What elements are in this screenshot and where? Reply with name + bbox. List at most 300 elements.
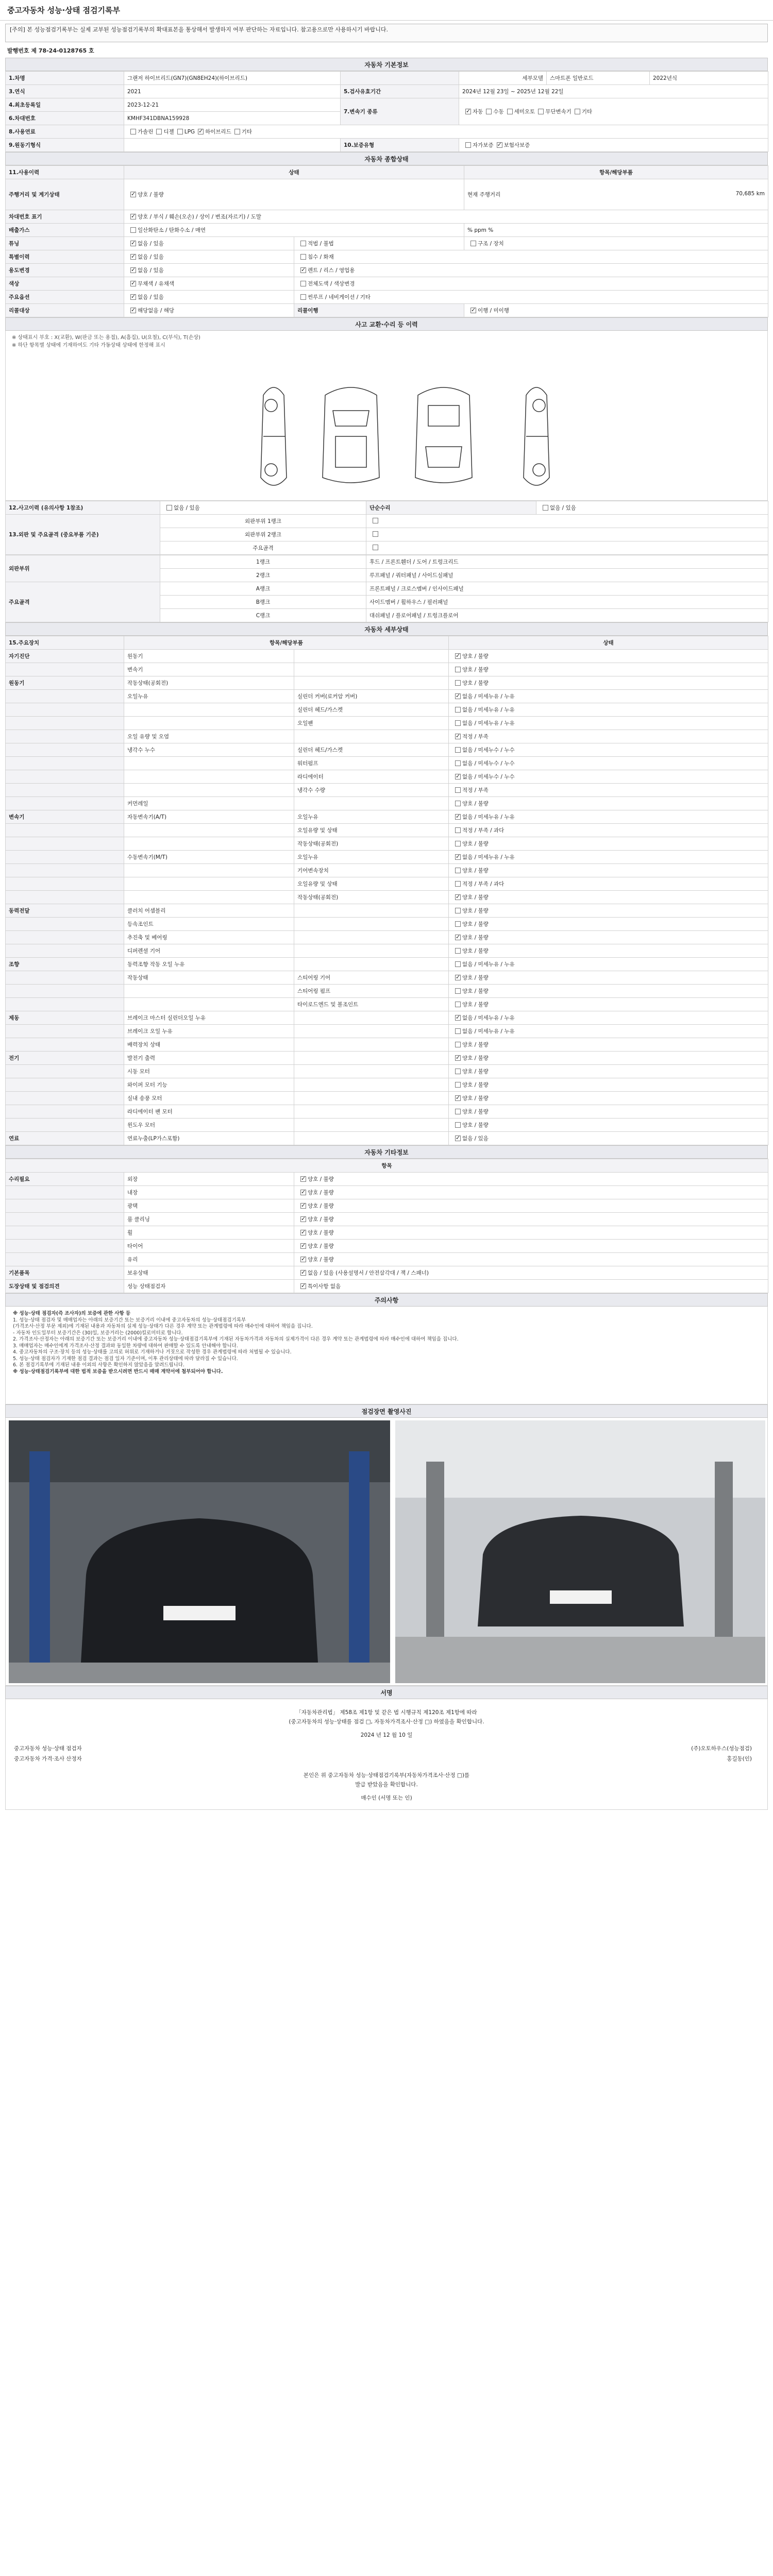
item-cell: 클러치 어셈블리 <box>124 904 294 918</box>
row-value <box>464 304 768 317</box>
status-opts: 양호 / 불량 <box>462 680 489 686</box>
checkbox[interactable] <box>130 241 136 246</box>
row-value <box>294 264 768 277</box>
status-opts: 적정 / 부족 / 과다 <box>462 827 505 834</box>
status-opts: 양호 / 불량 <box>462 1095 489 1101</box>
photo-front <box>9 1420 390 1683</box>
item-cell: 내장 <box>124 1186 294 1199</box>
opt: 자동 <box>473 109 483 115</box>
value: 2022년식 <box>650 72 768 85</box>
category-cell: 도장상태 및 점검의견 <box>6 1280 124 1293</box>
status-cell <box>449 1078 768 1092</box>
caution-line: (가격조사·산정 부문 제외)에 기재된 내용과 자동차의 실제 성능·상태가 다른 경우 계약 또는 관계법령에 따라 매수인에 대하여 책임을 집니다. <box>13 1324 313 1329</box>
opt: LPG <box>184 129 195 135</box>
checkbox[interactable] <box>455 988 461 994</box>
category-cell: 자기진단 <box>6 650 124 663</box>
part-cell: 타이로드엔드 및 볼조인트 <box>294 998 449 1011</box>
part-cell: 실린더 커버(로커암 커버) <box>294 690 449 703</box>
row-value <box>124 277 294 291</box>
photo-panel <box>5 1418 768 1686</box>
page-title: 중고자동차 성능·상태 점검기록부 <box>0 0 773 21</box>
checkbox[interactable] <box>455 1082 461 1088</box>
item-cell: 작동상태(공회전) <box>124 676 294 690</box>
item-cell: 유리 <box>124 1253 294 1266</box>
buyer-sign: 매수인 (서명 또는 인) <box>361 1795 412 1801</box>
status-cell <box>449 663 768 676</box>
label: 5.검사유효기간 <box>341 85 459 98</box>
checkbox[interactable] <box>455 868 461 873</box>
label: 7.변속기 종류 <box>341 98 459 125</box>
label: 1.차명 <box>6 72 124 85</box>
category-cell <box>6 971 124 985</box>
checkbox[interactable] <box>455 734 461 739</box>
checkbox[interactable] <box>300 241 306 246</box>
checkbox[interactable] <box>455 854 461 860</box>
opt: 수동 <box>493 109 504 115</box>
category-cell: 제동 <box>6 1011 124 1025</box>
part-cell <box>294 944 449 958</box>
item-cell: 동력조향 작동 오일 누유 <box>124 958 294 971</box>
checkbox[interactable] <box>455 894 461 900</box>
status-cell <box>449 877 768 891</box>
inspector-label: 중고자동차 성능·상태 점검자 <box>14 1745 82 1752</box>
row-opts: 적법 / 불법 <box>308 241 334 247</box>
checkbox[interactable] <box>130 129 136 134</box>
category-cell <box>6 690 124 703</box>
status-cell <box>294 1253 768 1266</box>
part-cell: 워터펌프 <box>294 757 449 770</box>
row-opts: 침수 / 화재 <box>308 254 334 260</box>
rank-label: C랭크 <box>160 609 366 622</box>
item-cell: 커먼레일 <box>124 797 294 810</box>
status-cell <box>294 1186 768 1199</box>
opt: 자가보증 <box>473 142 494 148</box>
status-opts: 양호 / 불량 <box>462 1042 489 1048</box>
category-cell <box>6 1186 124 1199</box>
checkbox[interactable] <box>575 109 580 114</box>
status-opts: 없음 / 있음 <box>462 1136 489 1142</box>
car-right-side-outline <box>524 387 549 485</box>
status-opts: 특이사항 없음 <box>308 1283 341 1290</box>
checkbox[interactable] <box>455 1122 461 1128</box>
checkbox[interactable] <box>455 774 461 779</box>
opt: 기타 <box>241 129 253 135</box>
row-label: 리콜이행 <box>294 304 464 317</box>
rank-label: B랭크 <box>160 596 366 609</box>
cert-number: 발행번호 제 78-24-0128765 호 <box>7 47 94 54</box>
part-cell: 오일유량 및 상태 <box>294 877 449 891</box>
item-cell: 디퍼렌셜 기어 <box>124 944 294 958</box>
item-cell <box>124 770 294 784</box>
part-cell <box>294 1132 449 1145</box>
status-cell <box>449 770 768 784</box>
checkbox[interactable] <box>300 267 306 273</box>
part-cell <box>294 1038 449 1052</box>
row-label: 외판부위 2랭크 <box>160 528 366 541</box>
category-cell <box>6 757 124 770</box>
checkbox[interactable] <box>300 281 306 286</box>
status-opts: 양호 / 불량 <box>308 1243 334 1249</box>
row-value <box>464 237 768 250</box>
checkbox[interactable] <box>373 518 378 523</box>
header-cell: 11.사용이력 <box>6 166 124 179</box>
status-opts: 없음 / 미세누수 / 누수 <box>462 747 515 753</box>
status-cell <box>449 918 768 931</box>
category-cell <box>6 877 124 891</box>
checkbox[interactable] <box>300 1257 306 1262</box>
rank-label: A랭크 <box>160 582 366 596</box>
section-detail: 자동차 세부상태 <box>5 622 768 636</box>
checkbox[interactable] <box>455 680 461 686</box>
status-opts: 없음 / 미세누유 / 누유 <box>462 854 515 860</box>
item-cell <box>124 891 294 904</box>
category-cell <box>6 1078 124 1092</box>
checkbox[interactable] <box>455 787 461 793</box>
checkbox[interactable] <box>455 1109 461 1114</box>
checkbox[interactable] <box>300 294 306 300</box>
opt: 기타 <box>581 109 593 115</box>
accident-table <box>5 501 768 555</box>
status-opts: 양호 / 불량 <box>462 1069 489 1075</box>
value: KMHF341DBNA159928 <box>124 112 341 125</box>
item-cell: 보유상태 <box>124 1266 294 1280</box>
checkbox[interactable] <box>543 505 548 511</box>
checkbox[interactable] <box>470 241 476 246</box>
category-cell <box>6 944 124 958</box>
checkbox[interactable] <box>455 707 461 713</box>
category-cell <box>6 837 124 851</box>
category-cell <box>6 784 124 797</box>
row-opts: 일산화탄소 / 탄화수소 / 매연 <box>138 227 206 233</box>
row-value <box>124 291 294 304</box>
item-cell <box>124 837 294 851</box>
item-cell: 연료누출(LP가스포함) <box>124 1132 294 1145</box>
checkbox[interactable] <box>455 921 461 927</box>
checkbox[interactable] <box>455 667 461 672</box>
checkbox[interactable] <box>455 1136 461 1141</box>
checkbox[interactable] <box>455 841 461 846</box>
status-opts: 적정 / 부족 / 과다 <box>462 881 505 887</box>
header-cell: 15.주요장치 <box>6 636 124 650</box>
category-cell: 수리필요 <box>6 1173 124 1186</box>
label: 9.원동기형식 <box>6 139 124 152</box>
status-cell <box>449 851 768 864</box>
category-cell <box>6 864 124 877</box>
checkbox[interactable] <box>156 129 162 134</box>
item-cell: 냉각수 누수 <box>124 743 294 757</box>
caution-line: 4. 중고자동차의 구조·장치 등의 성능·상태를 고의로 허위로 기재하거나 거짓으로 작성한 경우 관계법령에 따라 처벌될 수 있습니다. <box>13 1349 292 1355</box>
rank-label: 2랭크 <box>160 569 366 582</box>
status-opts: 양호 / 불량 <box>462 1122 489 1128</box>
label: 세부모델 <box>459 72 547 85</box>
category-cell <box>6 1092 124 1105</box>
transmission-options <box>459 98 768 125</box>
mileage-value: 70,685 km <box>735 191 765 197</box>
item-cell: 실내 송풍 모터 <box>124 1092 294 1105</box>
car-diagram-panel <box>5 331 768 501</box>
detail-table <box>5 636 768 1145</box>
status-opts: 양호 / 불량 <box>462 841 489 847</box>
checkbox[interactable] <box>455 653 461 659</box>
status-opts: 없음 / 미세누유 / 누유 <box>462 1015 515 1021</box>
car-left-side-outline <box>261 387 287 485</box>
status-cell <box>449 1052 768 1065</box>
checkbox[interactable] <box>455 1095 461 1101</box>
category-cell <box>6 1226 124 1240</box>
checkbox[interactable] <box>455 975 461 980</box>
item-cell <box>124 985 294 998</box>
value: 2024년 12월 23일 ~ 2025년 12월 22일 <box>459 85 768 98</box>
part-cell: 라디에이터 <box>294 770 449 784</box>
checkbox[interactable] <box>538 109 544 114</box>
item-cell <box>124 864 294 877</box>
checkbox[interactable] <box>130 281 136 286</box>
item-cell <box>124 784 294 797</box>
inspector-name: (주)오토하우스(성능점검) <box>691 1745 752 1752</box>
status-cell <box>449 1065 768 1078</box>
checkbox[interactable] <box>455 948 461 954</box>
section-sign: 서명 <box>5 1686 768 1699</box>
status-cell <box>449 1118 768 1132</box>
checkbox[interactable] <box>455 935 461 940</box>
checkbox[interactable] <box>300 1176 306 1182</box>
checkbox[interactable] <box>455 1055 461 1061</box>
row-opts: 해당없음 / 해당 <box>138 308 175 314</box>
caution-line: 6. 본 점검기록부에 기재된 내용 이외의 사항은 확인하지 않았음을 알려드립니다. <box>13 1362 184 1368</box>
item-cell: 브레이크 마스터 실린더오일 누유 <box>124 1011 294 1025</box>
checkbox[interactable] <box>130 254 136 260</box>
checkbox[interactable] <box>177 129 183 134</box>
checkbox[interactable] <box>465 142 471 148</box>
item-cell: 성능 상태점검자 <box>124 1280 294 1293</box>
category-cell: 원동기 <box>6 676 124 690</box>
status-opts: 없음 / 미세누유 / 누유 <box>462 961 515 968</box>
checkbox[interactable] <box>130 294 136 300</box>
section-caution: 주의사항 <box>5 1293 768 1307</box>
legend <box>12 334 200 349</box>
opt: 가솔린 <box>138 129 154 135</box>
checkbox[interactable] <box>373 545 378 550</box>
status-cell <box>449 891 768 904</box>
value: 2023-12-21 <box>124 98 341 112</box>
checkbox[interactable] <box>455 1002 461 1007</box>
appraiser-label: 중고자동차 가격·조사 산정자 <box>14 1756 82 1762</box>
checkbox[interactable] <box>130 308 136 313</box>
checkbox[interactable] <box>300 254 306 260</box>
checkbox[interactable] <box>455 814 461 820</box>
caution-line: 3. 매매업자는 매수인에게 가격조사·산정 결과와 동일한 차량에 대하여 판매할 수 있도록 안내해야 합니다. <box>13 1343 238 1349</box>
row-value <box>124 237 294 250</box>
checkbox[interactable] <box>130 214 136 219</box>
status-cell <box>449 985 768 998</box>
status-cell <box>449 810 768 824</box>
item-cell: 타이어 <box>124 1240 294 1253</box>
row-value <box>160 501 366 515</box>
rank-parts: 후드 / 프론트휀더 / 도어 / 트렁크리드 <box>366 555 768 569</box>
item-cell: 휠 <box>124 1226 294 1240</box>
row-label: 주요골격 <box>6 582 160 622</box>
checkbox[interactable] <box>130 192 136 197</box>
row-opts: 무채색 / 유채색 <box>138 281 175 287</box>
part-cell: 기어변속장치 <box>294 864 449 877</box>
status-cell <box>294 1173 768 1186</box>
checkbox[interactable] <box>166 505 172 511</box>
status-cell <box>449 784 768 797</box>
checkbox[interactable] <box>198 129 204 134</box>
checkbox[interactable] <box>300 1243 306 1249</box>
sign-panel <box>5 1699 768 1810</box>
category-cell: 전기 <box>6 1052 124 1065</box>
status-cell <box>449 998 768 1011</box>
category-cell <box>6 703 124 717</box>
checkbox[interactable] <box>300 1190 306 1195</box>
label: 6.차대번호 <box>6 112 124 125</box>
checkbox[interactable] <box>455 1042 461 1047</box>
row-opts: 구조 / 장치 <box>478 241 504 247</box>
status-opts: 양호 / 불량 <box>462 1082 489 1088</box>
category-cell <box>6 1213 124 1226</box>
status-cell <box>294 1226 768 1240</box>
item-cell: 브레이크 오일 누유 <box>124 1025 294 1038</box>
row-label: 주요옵션 <box>6 291 124 304</box>
checkbox[interactable] <box>300 1216 306 1222</box>
item-cell: 작동상태 <box>124 971 294 985</box>
value: 그랜저 하이브리드(GN7)(GN8EH24)(하이브리드) <box>124 72 341 85</box>
rank-parts: 사이드멤버 / 휠하우스 / 필러패널 <box>366 596 768 609</box>
part-cell <box>294 663 449 676</box>
checkbox[interactable] <box>455 961 461 967</box>
checkbox[interactable] <box>455 720 461 726</box>
category-cell <box>6 851 124 864</box>
part-cell: 오일팬 <box>294 717 449 730</box>
caution-line: - 자동차 인도일부터 보증기간은 (30)일, 보증거리는 (2000)킬로미터로 합니다. <box>13 1330 183 1336</box>
part-cell: 실린더 헤드/가스켓 <box>294 743 449 757</box>
category-cell <box>6 1199 124 1213</box>
row-opts: 렌트 / 리스 / 영업용 <box>308 267 355 274</box>
status-opts: 양호 / 불량 <box>462 921 489 927</box>
checkbox[interactable] <box>455 760 461 766</box>
checkbox[interactable] <box>507 109 513 114</box>
item-cell: 룸 클리닝 <box>124 1213 294 1226</box>
checkbox[interactable] <box>130 227 136 233</box>
category-cell <box>6 663 124 676</box>
checkbox[interactable] <box>486 109 492 114</box>
status-cell <box>449 904 768 918</box>
basic-info-table <box>5 71 768 152</box>
status-cell <box>449 717 768 730</box>
status-cell <box>294 1240 768 1253</box>
category-cell <box>6 1025 124 1038</box>
checkbox[interactable] <box>455 1069 461 1074</box>
status-cell <box>449 971 768 985</box>
caution-line: ※ 성능·상태 점검자(즉 조사자)의 보증에 관한 사항 등 <box>13 1311 131 1316</box>
value: 2021 <box>124 85 341 98</box>
header-cell: 상태 <box>449 636 768 650</box>
row-value <box>294 277 768 291</box>
status-opts: 양호 / 불량 <box>462 667 489 673</box>
checkbox[interactable] <box>455 747 461 753</box>
general-table <box>5 165 768 317</box>
opt: 보험사보증 <box>503 142 530 148</box>
checkbox[interactable] <box>300 1270 306 1276</box>
checkbox[interactable] <box>300 1230 306 1235</box>
part-cell <box>294 1025 449 1038</box>
checkbox[interactable] <box>455 1015 461 1021</box>
status-opts: 양호 / 불량 <box>462 801 489 807</box>
checkbox[interactable] <box>455 827 461 833</box>
checkbox[interactable] <box>470 308 476 313</box>
status-cell <box>449 797 768 810</box>
section-basic: 자동차 기본정보 <box>5 58 768 71</box>
status-opts: 양호 / 불량 <box>462 1002 489 1008</box>
category-cell: 조향 <box>6 958 124 971</box>
category-cell: 기본품목 <box>6 1266 124 1280</box>
row-value <box>294 237 464 250</box>
row-opts: 썬루프 / 네비게이션 / 기타 <box>308 294 371 300</box>
item-cell: 원동기 <box>124 650 294 663</box>
part-cell: 작동상태(공회전) <box>294 837 449 851</box>
checkbox[interactable] <box>455 908 461 913</box>
item-cell: 추진축 및 베어링 <box>124 931 294 944</box>
checkbox[interactable] <box>465 109 471 114</box>
status-cell <box>449 1038 768 1052</box>
item-cell <box>124 998 294 1011</box>
item-cell: 수동변속기(M/T) <box>124 851 294 864</box>
checkbox[interactable] <box>455 693 461 699</box>
status-opts: 양호 / 불량 <box>462 935 489 941</box>
checkbox[interactable] <box>130 267 136 273</box>
header-cell: 상태 <box>124 166 464 179</box>
sign-date: 2024 년 12 월 10 일 <box>360 1732 413 1738</box>
status-cell <box>449 757 768 770</box>
checkbox[interactable] <box>373 531 378 537</box>
item-cell <box>124 703 294 717</box>
row-value <box>124 179 464 210</box>
status-opts: 양호 / 불량 <box>462 908 489 914</box>
checkbox[interactable] <box>300 1203 306 1209</box>
checkbox[interactable] <box>455 881 461 887</box>
part-cell <box>294 1011 449 1025</box>
category-cell <box>6 998 124 1011</box>
row-value <box>124 224 464 237</box>
part-cell <box>294 918 449 931</box>
status-opts: 적정 / 부족 <box>462 734 489 740</box>
status-opts: 적정 / 부족 <box>462 787 489 793</box>
category-cell <box>6 1118 124 1132</box>
part-cell <box>294 1065 449 1078</box>
checkbox[interactable] <box>497 142 502 148</box>
part-cell <box>294 958 449 971</box>
status-cell <box>449 676 768 690</box>
status-opts: 양호 / 불량 <box>308 1176 334 1182</box>
checkbox[interactable] <box>234 129 240 134</box>
status-opts: 없음 / 미세누유 / 누유 <box>462 707 515 713</box>
part-cell: 오일누유 <box>294 810 449 824</box>
caution-line: 2. 가격조사·산정자는 아래의 보증기간 또는 보증거리 이내에 중고자동차 성능·상태점검기록부에 기재된 자동차가격과 자동차의 실제가격이 다른 경우 계약 또는 관계법령에 따라 매수인에 대하여 책임을 집니다. <box>13 1336 459 1342</box>
item-cell: 라디에이터 팬 모터 <box>124 1105 294 1118</box>
checkbox[interactable] <box>300 1283 306 1289</box>
checkbox[interactable] <box>455 801 461 806</box>
status-cell <box>449 958 768 971</box>
item-cell: 오일누유 <box>124 690 294 703</box>
checkbox[interactable] <box>455 1028 461 1034</box>
status-cell <box>449 837 768 851</box>
category-cell <box>6 985 124 998</box>
category-cell <box>6 797 124 810</box>
category-cell <box>6 717 124 730</box>
row-opts: 없음 / 있음 <box>174 505 200 511</box>
header-cell: 항목 <box>6 1159 768 1173</box>
